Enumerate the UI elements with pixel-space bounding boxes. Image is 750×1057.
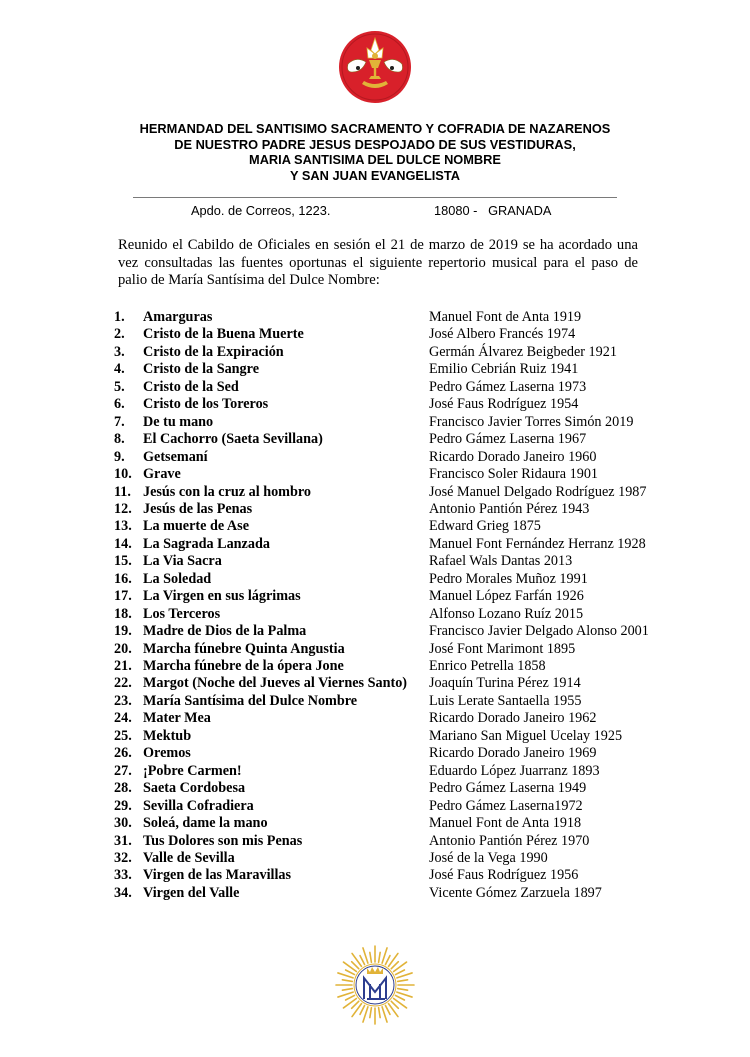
header-divider xyxy=(133,197,617,198)
composer-year: Pedro Gámez Laserna 1949 xyxy=(429,780,587,797)
composer-year: Manuel Font de Anta 1918 xyxy=(429,815,582,832)
repertoire-row xyxy=(0,641,750,658)
repertoire-number: 10. xyxy=(114,466,132,483)
march-title: María Santísima del Dulce Nombre xyxy=(143,692,358,709)
composer-year: Manuel Font de Anta 1919 xyxy=(429,309,582,325)
march-title: Grave xyxy=(143,466,181,483)
march-title: La Sagrada Lanzada xyxy=(143,535,270,552)
repertoire-row xyxy=(0,885,750,902)
composer-year: Joaquín Turina Pérez 1914 xyxy=(429,675,581,692)
march-title: Sevilla Cofradiera xyxy=(143,797,254,814)
repertoire-row xyxy=(0,850,750,867)
composer-year: Vicente Gómez Zarzuela 1897 xyxy=(429,884,602,901)
march-title: La Via Sacra xyxy=(143,553,222,570)
composer-year: Antonio Pantión Pérez 1970 xyxy=(429,832,590,849)
repertoire-row xyxy=(0,606,750,623)
repertoire-row xyxy=(0,710,750,727)
composer-year: Ricardo Dorado Janeiro 1962 xyxy=(429,710,597,727)
repertoire-number: 6. xyxy=(114,396,125,413)
composer-year: José Faus Rodríguez 1954 xyxy=(429,396,579,413)
march-title: Madre de Dios de la Palma xyxy=(143,623,307,640)
march-title: El Cachorro (Saeta Sevillana) xyxy=(143,431,323,448)
repertoire-row xyxy=(0,780,750,797)
repertoire-number: 26. xyxy=(114,745,132,762)
composer-year: Manuel Font Fernández Herranz 1928 xyxy=(429,535,646,552)
march-title: Getsemaní xyxy=(143,448,208,465)
repertoire-number: 5. xyxy=(114,378,125,395)
composer-year: Alfonso Lozano Ruíz 2015 xyxy=(429,605,584,622)
repertoire-row xyxy=(0,379,750,396)
composer-year: José de la Vega 1990 xyxy=(429,849,548,866)
march-title: Cristo de la Sangre xyxy=(143,361,259,378)
repertoire-row xyxy=(0,675,750,692)
marian-monogram-icon xyxy=(334,944,416,1026)
header-line-3: MARIA SANTISIMA DEL DULCE NOMBRE xyxy=(249,152,501,168)
composer-year: Rafael Wals Dantas 2013 xyxy=(429,553,573,570)
repertoire-number: 7. xyxy=(114,413,125,430)
composer-year: Emilio Cebrián Ruiz 1941 xyxy=(429,361,579,378)
composer-year: Pedro Gámez Laserna 1973 xyxy=(429,378,587,395)
composer-year: Germán Álvarez Beigbeder 1921 xyxy=(429,343,617,360)
march-title: Mater Mea xyxy=(143,710,211,727)
march-title: La Virgen en sus lágrimas xyxy=(143,588,301,605)
repertoire-number: 1. xyxy=(114,309,125,325)
composer-year: Francisco Soler Ridaura 1901 xyxy=(429,466,599,483)
repertoire-row xyxy=(0,588,750,605)
march-title: Cristo de la Sed xyxy=(143,378,239,395)
repertoire-number: 22. xyxy=(114,675,132,692)
repertoire-row xyxy=(0,309,750,326)
repertoire-row xyxy=(0,798,750,815)
repertoire-row xyxy=(0,344,750,361)
march-title: Mektub xyxy=(143,727,192,744)
repertoire-row xyxy=(0,431,750,448)
composer-year: Ricardo Dorado Janeiro 1969 xyxy=(429,745,597,762)
repertoire-number: 25. xyxy=(114,727,132,744)
march-title: De tu mano xyxy=(143,413,214,430)
march-title: La muerte de Ase xyxy=(143,518,249,535)
composer-year: Antonio Pantión Pérez 1943 xyxy=(429,500,590,517)
repertoire-row xyxy=(0,396,750,413)
repertoire-number: 8. xyxy=(114,431,125,448)
march-title: Virgen de las Maravillas xyxy=(143,867,292,884)
repertoire-number: 20. xyxy=(114,640,132,657)
repertoire-number: 3. xyxy=(114,343,125,360)
march-title: ¡Pobre Carmen! xyxy=(143,762,242,779)
header-line-4: Y SAN JUAN EVANGELISTA xyxy=(290,168,460,184)
composer-year: Pedro Morales Muñoz 1991 xyxy=(429,570,588,587)
repertoire-number: 28. xyxy=(114,780,132,797)
composer-year: Edward Grieg 1875 xyxy=(429,518,541,535)
composer-year: José Albero Francés 1974 xyxy=(429,326,576,343)
repertoire-row xyxy=(0,326,750,343)
repertoire-row xyxy=(0,536,750,553)
intro-paragraph: Reunido el Cabildo de Oficiales en sesión el 21 de marzo de 2019 se ha acordado una vez consultadas las fuentes oportunas el siguiente repertorio musical para el paso de palio de María Santísima del Dulce Nombre: xyxy=(118,237,638,289)
repertoire-number: 30. xyxy=(114,815,132,832)
repertoire-row xyxy=(0,571,750,588)
po-box-address: Apdo. de Correos, 1223. xyxy=(191,203,331,218)
march-title: Cristo de la Expiración xyxy=(143,343,284,360)
repertoire-number: 23. xyxy=(114,692,132,709)
repertoire-number: 2. xyxy=(114,326,125,343)
repertoire-row xyxy=(0,414,750,431)
repertoire-row xyxy=(0,815,750,832)
repertoire-number: 31. xyxy=(114,832,132,849)
composer-year: José Font Marimont 1895 xyxy=(429,640,576,657)
repertoire-number: 29. xyxy=(114,797,132,814)
repertoire-row xyxy=(0,518,750,535)
repertoire-row xyxy=(0,867,750,884)
composer-year: Francisco Javier Torres Simón 2019 xyxy=(429,413,634,430)
repertoire-number: 17. xyxy=(114,588,132,605)
march-title: Soleá, dame la mano xyxy=(143,815,268,832)
march-title: Saeta Cordobesa xyxy=(143,780,246,797)
composer-year: José Manuel Delgado Rodríguez 1987 xyxy=(429,483,647,500)
repertoire-row xyxy=(0,745,750,762)
repertoire-number: 12. xyxy=(114,500,132,517)
composer-year: Manuel López Farfán 1926 xyxy=(429,588,584,605)
brotherhood-emblem-icon xyxy=(338,30,412,104)
repertoire-number: 24. xyxy=(114,710,132,727)
repertoire-row xyxy=(0,728,750,745)
march-title: Virgen del Valle xyxy=(143,884,240,901)
composer-year: Francisco Javier Delgado Alonso 2001 xyxy=(429,623,649,640)
repertoire-number: 27. xyxy=(114,762,132,779)
repertoire-number: 16. xyxy=(114,570,132,587)
march-title: Marcha fúnebre de la ópera Jone xyxy=(143,658,344,674)
postal-city: 18080 - GRANADA xyxy=(434,203,552,218)
repertoire-number: 13. xyxy=(114,518,132,535)
repertoire-number: 9. xyxy=(114,448,125,465)
march-title: Marcha fúnebre Quinta Angustia xyxy=(143,640,345,657)
repertoire-row xyxy=(0,553,750,570)
repertoire-number: 34. xyxy=(114,884,132,901)
march-title: Jesús con la cruz al hombro xyxy=(143,483,312,500)
repertoire-number: 15. xyxy=(114,553,132,570)
header-line-2: DE NUESTRO PADRE JESUS DESPOJADO DE SUS VESTIDURAS, xyxy=(174,136,576,152)
repertoire-number: 11. xyxy=(114,483,131,500)
march-title: Oremos xyxy=(143,745,191,762)
march-title: Jesús de las Penas xyxy=(143,500,253,517)
repertoire-row xyxy=(0,466,750,483)
repertoire-row xyxy=(0,693,750,710)
composer-year: José Faus Rodríguez 1956 xyxy=(429,867,579,884)
march-title: Cristo de la Buena Muerte xyxy=(143,326,304,343)
repertoire-row xyxy=(0,484,750,501)
march-title: Los Terceros xyxy=(143,605,221,622)
repertoire-row xyxy=(0,361,750,378)
repertoire-row xyxy=(0,658,750,675)
march-title: La Soledad xyxy=(143,570,212,587)
march-title: Margot (Noche del Jueves al Viernes Santo) xyxy=(143,675,408,692)
composer-year: Pedro Gámez Laserna1972 xyxy=(429,797,583,814)
repertoire-row xyxy=(0,833,750,850)
march-title: Cristo de los Toreros xyxy=(143,396,269,413)
repertoire-row xyxy=(0,623,750,640)
repertoire-number: 4. xyxy=(114,361,125,378)
march-title: Valle de Sevilla xyxy=(143,849,235,866)
composer-year: Ricardo Dorado Janeiro 1960 xyxy=(429,448,597,465)
repertoire-number: 33. xyxy=(114,867,132,884)
brotherhood-header xyxy=(0,121,750,184)
repertoire-row xyxy=(0,449,750,466)
repertoire-number: 32. xyxy=(114,849,132,866)
march-title: Amarguras xyxy=(143,309,213,325)
repertoire-number: 14. xyxy=(114,535,132,552)
composer-year: Luis Lerate Santaella 1955 xyxy=(429,692,582,709)
repertoire-number: 21. xyxy=(114,658,132,674)
repertoire-number: 18. xyxy=(114,605,132,622)
composer-year: Mariano San Miguel Ucelay 1925 xyxy=(429,727,623,744)
composer-year: Pedro Gámez Laserna 1967 xyxy=(429,431,587,448)
composer-year: Enrico Petrella 1858 xyxy=(429,658,546,674)
header-line-1: HERMANDAD DEL SANTISIMO SACRAMENTO Y COFRADIA DE NAZARENOS xyxy=(139,121,611,136)
repertoire-number: 19. xyxy=(114,623,132,640)
composer-year: Eduardo López Juarranz 1893 xyxy=(429,762,600,779)
repertoire-row xyxy=(0,501,750,518)
repertoire-row xyxy=(0,763,750,780)
march-title: Tus Dolores son mis Penas xyxy=(143,832,303,849)
